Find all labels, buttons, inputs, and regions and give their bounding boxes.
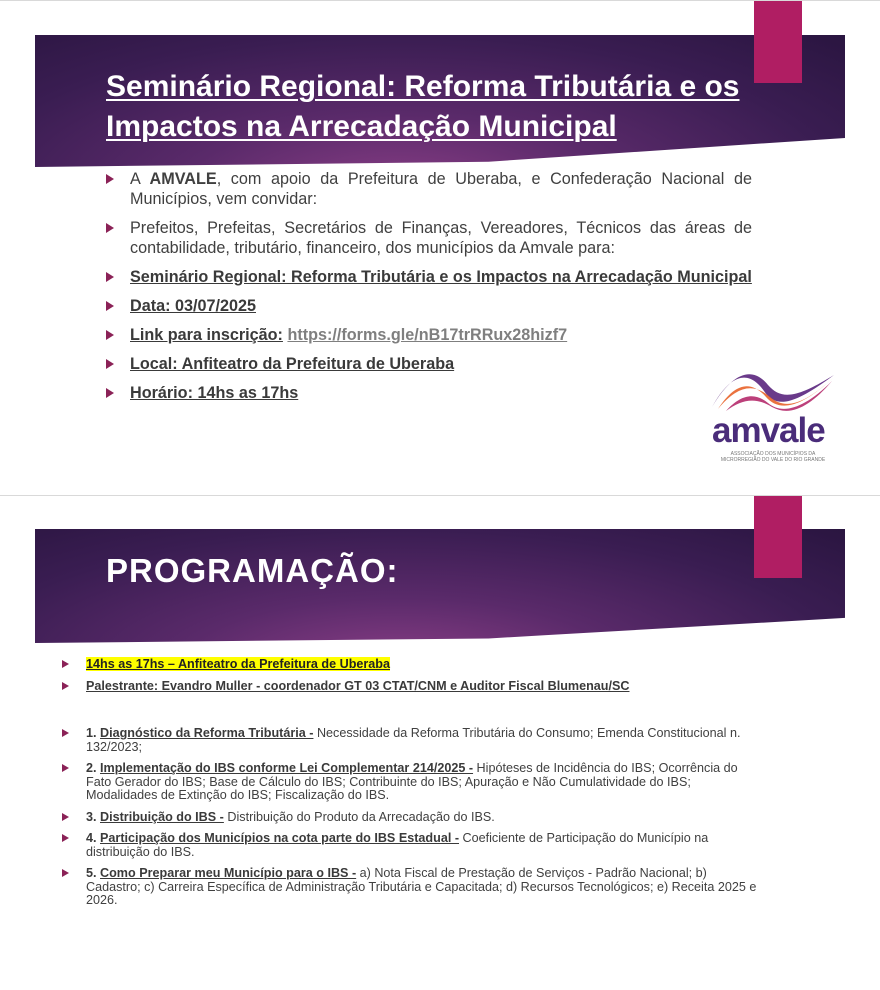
program-item: 3. Distribuição do IBS - Distribuição do Produto da Arrecadação do IBS. xyxy=(62,811,762,825)
bullet-arrow-icon xyxy=(62,869,69,877)
spacer xyxy=(62,701,762,719)
accent-bar xyxy=(754,496,802,578)
bullet-arrow-icon xyxy=(62,682,69,690)
program-topic: Distribuição do IBS - xyxy=(100,809,224,824)
list-item xyxy=(106,296,752,316)
amvale-logo xyxy=(706,367,840,467)
bullet-arrow-icon xyxy=(106,388,114,398)
list-item xyxy=(106,267,752,287)
logo-subtitle: ASSOCIAÇÃO DOS MUNICÍPIOS DA MICRORREGIÃO DO VALE DO RIO GRANDE xyxy=(720,451,826,463)
list-item xyxy=(106,354,752,374)
bullet-arrow-icon xyxy=(106,272,114,282)
slide-invitation xyxy=(0,0,880,494)
list-item xyxy=(106,325,752,345)
list-item xyxy=(62,658,762,672)
list-item xyxy=(106,383,752,403)
program-topic: Participação dos Municípios na cota parte do IBS Estadual - xyxy=(100,831,460,845)
bullet-arrow-icon xyxy=(62,834,69,842)
list-item: Prefeitos, Prefeitas, Secretários de Finanças, Vereadores, Técnicos das áreas de contabilidade, tributário, financeiro, dos municípios da Amvale para: xyxy=(106,218,752,258)
bullet-arrow-icon xyxy=(106,359,114,369)
program-item: 5. Como Preparar meu Município para o IBS - a) Nota Fiscal de Prestação de Serviços - Padrão Nacional; b) Cadastro; c) Carreira Específica de Administração Tributária e Capacitada; d) Recursos Tecnológicos; e) Receita 2025 e 2026. xyxy=(62,867,762,908)
wave-logo-icon xyxy=(706,367,840,417)
event-time: Horário: 14hs as 17hs xyxy=(130,384,299,402)
time-place: 14hs as 17hs – Anfiteatro da Prefeitura de Uberaba xyxy=(86,657,390,671)
list-item: A AMVALE, com apoio da Prefeitura de Uberaba, e Confederação Nacional de Municípios, vem convidar: xyxy=(106,169,752,209)
registration-link[interactable]: https://forms.gle/nB17trRRux28hizf7 xyxy=(287,326,568,344)
program-list xyxy=(62,658,762,916)
bullet-arrow-icon xyxy=(62,764,69,772)
event-date: Data: 03/07/2025 xyxy=(130,297,256,315)
program-item: 1. Diagnóstico da Reforma Tributária - Necessidade da Reforma Tributária do Consumo; Emenda Constitucional n. 132/2023; xyxy=(62,727,762,754)
program-item: 2. Implementação do IBS conforme Lei Complementar 214/2025 - Hipóteses de Incidência do IBS; Ocorrência do Fato Gerador do IBS; Base de Cálculo do IBS; Contribuinte do IBS; Apuração e Não Cumulatividade do IBS; Modalidades de Extinção do IBS; Fiscalização do IBS. xyxy=(62,762,762,803)
bullet-arrow-icon xyxy=(106,174,114,184)
registration-label: Link para inscrição: xyxy=(130,326,283,344)
bullet-arrow-icon xyxy=(62,660,69,668)
event-name: Seminário Regional: Reforma Tributária e os Impactos na Arrecadação Municipal xyxy=(130,268,752,286)
speaker: Palestrante: Evandro Muller - coordenador GT 03 CTAT/CNM e Auditor Fiscal Blumenau/SC xyxy=(86,678,630,693)
slide-title: Seminário Regional: Reforma Tributária e os Impactos na Arrecadação Municipal xyxy=(106,70,740,143)
program-topic: Como Preparar meu Município para o IBS - xyxy=(100,866,357,880)
bullet-arrow-icon xyxy=(106,301,114,311)
program-item: 4. Participação dos Municípios na cota parte do IBS Estadual - Coeficiente de Participação do Município na distribuição do IBS. xyxy=(62,832,762,859)
logo-wordmark: amvale xyxy=(712,411,825,450)
program-topic: Diagnóstico da Reforma Tributária - xyxy=(100,726,314,740)
list-item xyxy=(62,680,762,694)
bullet-arrow-icon xyxy=(62,813,69,821)
event-location: Local: Anfiteatro da Prefeitura de Uberaba xyxy=(130,355,455,373)
bullet-arrow-icon xyxy=(106,330,114,340)
slide-title: PROGRAMAÇÃO: xyxy=(106,552,399,589)
slide-program xyxy=(0,495,880,990)
invitation-list xyxy=(106,169,752,412)
program-topic: Implementação do IBS conforme Lei Complementar 214/2025 - xyxy=(100,761,474,775)
bullet-arrow-icon xyxy=(62,729,69,737)
bullet-arrow-icon xyxy=(106,223,114,233)
